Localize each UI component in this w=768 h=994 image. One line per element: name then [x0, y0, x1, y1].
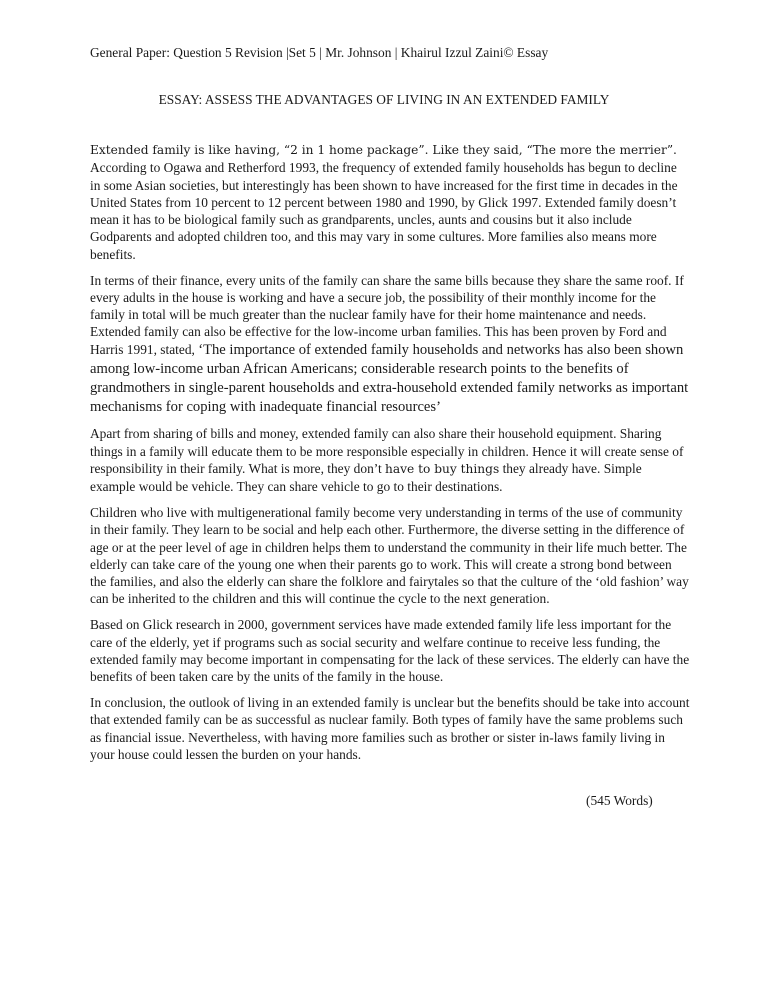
introduction-text: According to Ogawa and Retherford 1993, the frequency of extended family households has begun to decline in some Asian societies, but interestingly has been shown to have increased for the first time in decades in the United States from 10 percent to 12 percent between 1980 and 1990, by Glick 1997. Extended family doesn’t mean it has to be biological family such as grandparents, uncles, aunts and cousins but it also include Godparents and adopted children too, and this may vary in some cultures. More families also means more benefits. — [90, 160, 678, 262]
paragraph-glick-research: Based on Glick research in 2000, government services have made extended family life less important for the care of the elderly, yet if programs such as social security and welfare continue to receive less funding, the extended family may become important in compensating for the lack of these services. The elderly can have the benefits of been taken care by the units of the family in the house. — [90, 617, 690, 685]
finance-text: In terms of their finance, every units of the family can share the same bills because they share the same roof. If every adults in the house is working and have a secure job, the possibility of their monthly income for the family in total will be much greater than the nuclear family have for their home maintenance and needs. Extended family can also be effective for the low-income urban families. This has been proven by Ford and Harris 1991, stated, — [90, 272, 684, 357]
word-count: (545 Words) — [586, 793, 653, 808]
paragraph-finance — [90, 272, 690, 417]
paragraph-conclusion: In conclusion, the outlook of living in an extended family is unclear but the benefits should be take into account that extended family can be as successful as nuclear family. Both types of family have the same problems such as financial issue. Nevertheless, with having more families such as brother or sister in-laws family living in your house could lessen the burden on your hands. — [90, 694, 690, 762]
equipment-text-end: they already have. Simple example would be vehicle. They can share vehicle to go to their destinations. — [90, 460, 642, 495]
paragraph-introduction — [90, 141, 690, 263]
paragraph-children: Children who live with multigenerational family become very understanding in terms of the use of community in their family. They learn to be social and help each other. Furthermore, the diverse setting in the difference of age or at the peer level of age in children helps them to understand the community in their life much better. The elderly can take care of the young one when their parents go to work. This will create a strong bond between the families, and also the elderly can share the folklore and fairytales so that the culture of the ‘old fashion’ way can be inherited to the children and this will continue the cycle to the next generation. — [90, 504, 689, 607]
essay-title: ESSAY: ASSESS THE ADVANTAGES OF LIVING IN AN EXTENDED FAMILY — [158, 92, 610, 107]
opening-sentence: Extended family is like having, “2 in 1 home package”. Like they said, “The more the merrier”. — [90, 143, 677, 157]
equipment-text-start: Apart from sharing of bills and money, extended family can also share their household equipment. Sharing things in a family will educate them to be more responsible especially in children. Hence it will create sense of responsibility in their family. What is more, they don’t — [90, 426, 684, 476]
essay-body — [90, 141, 690, 772]
page-header: General Paper: Question 5 Revision |Set 5 | Mr. Johnson | Khairul Izzul Zaini© Essay — [90, 45, 549, 60]
paragraph-household-equipment — [90, 425, 690, 495]
finance-quote: ‘The importance of extended family households and networks has also been shown among low-income urban African Americans; considerable research points to the benefits of grandmothers in single-parent households and extra-household extended family networks as important mechanisms for coping with inadequate financial resources’ — [90, 341, 689, 415]
equipment-text-highlight: have to buy things — [385, 461, 500, 476]
